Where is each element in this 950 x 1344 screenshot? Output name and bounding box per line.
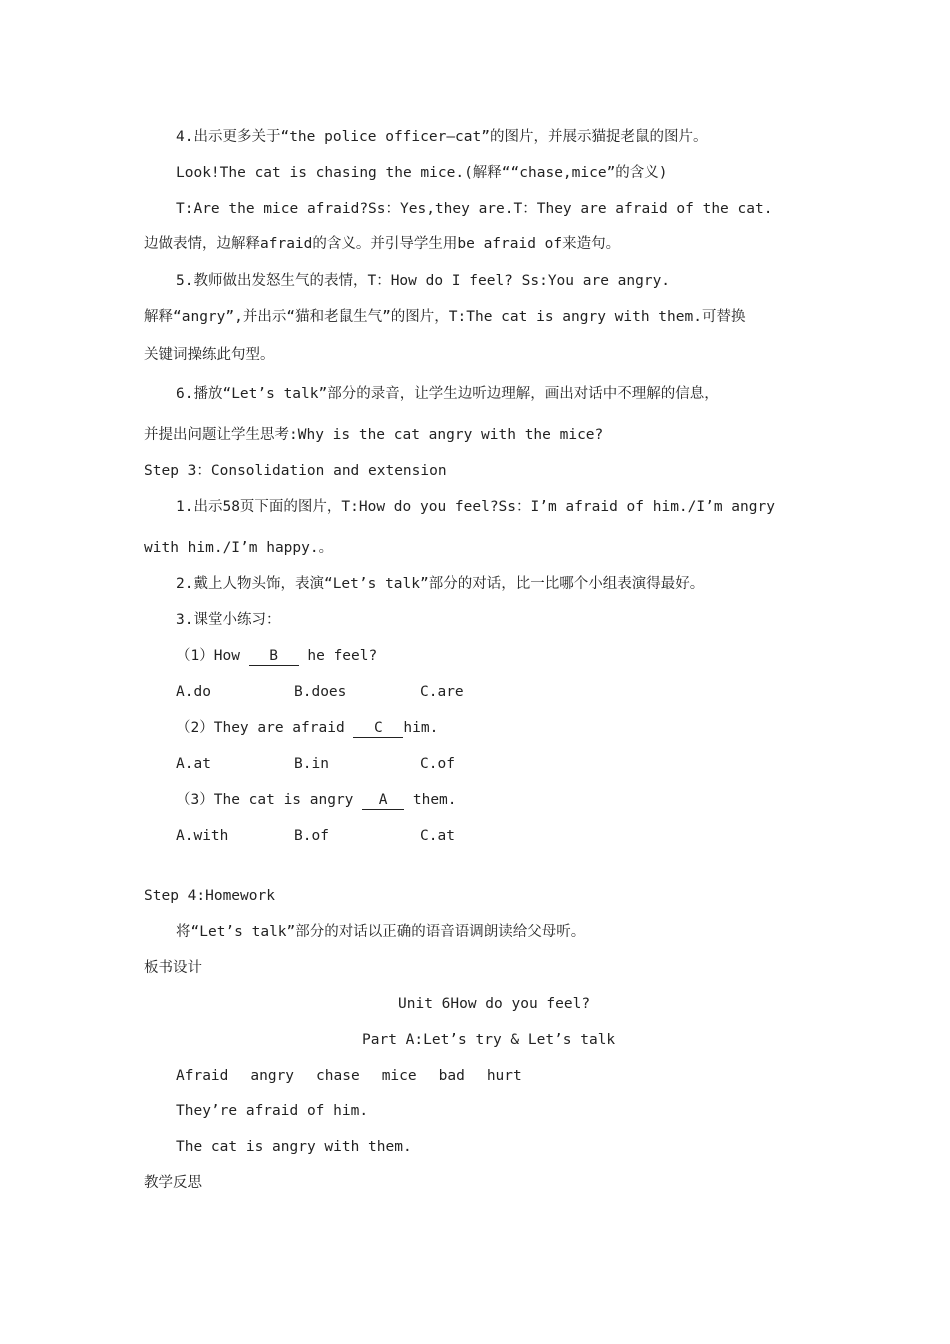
exercise-1-answer-blank: B (249, 648, 299, 666)
board-word-hurt: hurt (486, 1068, 522, 1084)
step3-item1-line2: with him./I’m happy.。 (144, 540, 334, 556)
step3-item2: 2.戴上人物头饰，表演“Let’s talk”部分的对话，比一比哪个小组表演得最好。 (176, 576, 705, 592)
board-heading: 板书设计 (144, 960, 202, 976)
exercise-2-stem-start: （2）They are afraid (176, 720, 354, 736)
board-word-chase: chase (316, 1068, 360, 1084)
item5-line3: 关键词操练此句型。 (144, 347, 275, 363)
board-word-afraid: Afraid (176, 1068, 229, 1084)
item4-line1: 4.出示更多关于“the police officer—cat”的图片，并展示猫捉老鼠的图片。 (176, 129, 708, 145)
item6-line1: 6.播放“Let’s talk”部分的录音，让学生边听边理解，画出对话中不理解的信息， (176, 386, 719, 402)
board-title-part: Part A:Let’s try & Let’s talk (362, 1032, 616, 1048)
exercise-2-option-b: B.in (294, 756, 329, 772)
exercise-2-stem-end: him. (403, 720, 439, 736)
board-title-unit: Unit 6How do you feel? (398, 996, 591, 1012)
exercise-3-option-a: A.with (176, 828, 229, 844)
exercise-2-option-a: A.at (176, 756, 211, 772)
exercise-3-answer-blank: A (362, 792, 404, 810)
exercise-2-answer-blank: C (353, 720, 403, 738)
exercise-2-option-c: C.of (420, 756, 455, 772)
exercise-2-question (176, 718, 438, 738)
item4-line3: T:Are the mice afraid?Ss：Yes,they are.T：They are afraid of the cat. (176, 201, 773, 217)
board-word-angry: angry (250, 1068, 295, 1084)
step3-heading: Step 3：Consolidation and extension (144, 463, 447, 479)
item5-line1: 5.教师做出发怒生气的表情，T：How do I feel? Ss:You are angry. (176, 273, 671, 289)
exercise-1-option-b: B.does (294, 684, 347, 700)
exercise-1-option-c: C.are (420, 684, 464, 700)
board-vocabulary (176, 1066, 544, 1086)
exercise-1-option-a: A.do (176, 684, 211, 700)
item4-line4: 边做表情，边解释afraid的含义。并引导学生用be afraid of来造句。 (144, 236, 621, 252)
step3-item3: 3.课堂小练习： (176, 612, 281, 628)
exercise-1-stem-end: he feel? (298, 648, 378, 664)
reflection-heading: 教学反思 (144, 1175, 202, 1191)
exercise-3-stem-end: them. (404, 792, 457, 808)
board-word-bad: bad (438, 1068, 465, 1084)
step3-item1-line1: 1.出示58页下面的图片，T:How do you feel?Ss：I’m afraid of him./I’m angry (176, 499, 775, 515)
exercise-3-option-b: B.of (294, 828, 329, 844)
step4-heading: Step 4:Homework (144, 888, 275, 904)
board-sentence-2: The cat is angry with them. (176, 1139, 412, 1155)
exercise-3-question (176, 790, 457, 810)
item4-line2: Look!The cat is chasing the mice.(解释““chase,mice”的含义) (176, 165, 668, 181)
exercise-3-option-c: C.at (420, 828, 455, 844)
item5-line2: 解释“angry”,并出示“猫和老鼠生气”的图片，T:The cat is angry with them.可替换 (144, 309, 746, 325)
board-word-mice: mice (381, 1068, 417, 1084)
exercise-1-question (176, 646, 377, 666)
exercise-1-stem-start: （1）How (176, 648, 249, 664)
board-sentence-1: They’re afraid of him. (176, 1103, 369, 1119)
exercise-3-stem-start: （3）The cat is angry (176, 792, 363, 808)
step4-text: 将“Let’s talk”部分的对话以正确的语音语调朗读给父母听。 (176, 924, 586, 940)
item6-line2: 并提出问题让学生思考:Why is the cat angry with the mice? (144, 427, 604, 443)
